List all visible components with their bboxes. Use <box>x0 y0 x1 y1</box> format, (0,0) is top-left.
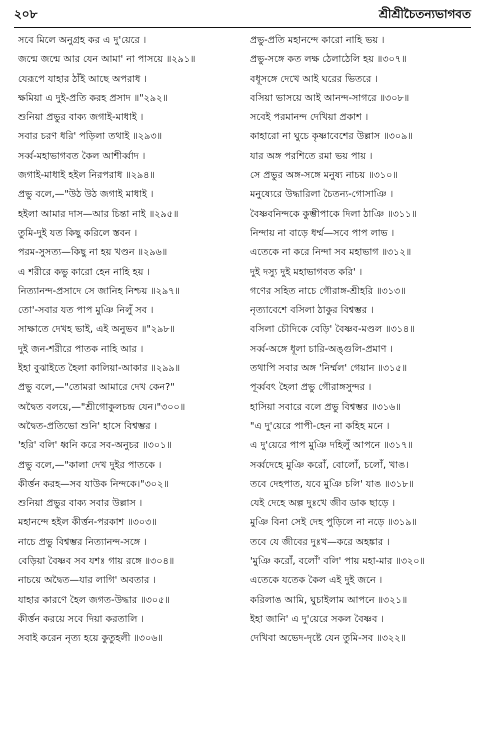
verse-line: প্রভু বলে,—"কালা দেখ দুইর পাতকে । <box>18 459 162 471</box>
verse-line: 'হরি' বলি' ধ্বনি করে সব-অনুচর ॥৩০১॥ <box>18 440 172 452</box>
verse-line: তুমি-দুই যত কিছু করিলে স্তবন । <box>18 227 138 239</box>
verse-line: মনুষ্যেরে উদ্ধারিলা চৈতন্য-গোসাঞি । <box>250 189 394 201</box>
verse-line: করিলাঙ আমি, ঘুচাইলাম আপনে ॥৩২১॥ <box>250 594 408 606</box>
verse-line: প্রভু বলে,—"তোমরা আমারে দেখ কেন?" <box>18 382 175 394</box>
page-header <box>14 4 471 26</box>
verse-line: সে প্রভুর অঙ্গ-সঙ্গে মনুষ্য নাচয় ॥৩১০॥ <box>250 170 398 182</box>
verse-line: সবে মিলে অনুগ্রহ কর এ দু'য়েরে । <box>18 35 147 46</box>
verse-line: নিন্দায় না বাড়ে ধর্ম্ম—সবে পাপ লাভ । <box>250 227 395 239</box>
verse-line: সর্ব্ব-অঙ্গে ধূলা চারি-অঙ্গুলি-প্রমাণ । <box>250 343 393 355</box>
verse-line: বেড়িয়া বৈষ্ণব সব যশঃ গায় রঙ্গে ॥৩০৪॥ <box>18 556 175 568</box>
verse-line: দুই জন-শরীরে পাতক নাহি আর । <box>18 343 144 355</box>
verse-line: তো'-সবার যত পাপ মুঞি নিলুঁ সব । <box>18 305 154 317</box>
verse-line: যেরূপে যাহার ঠাঁই আছে অপরাধ । <box>18 73 147 85</box>
verse-line: সাক্ষাতে দেখহ ভাই, এই অনুভব ॥"২৯৮॥ <box>18 324 175 336</box>
verse-line: প্রভু-সঙ্গে কত লক্ষ ঠেলাঠেলি হয় ॥৩০৭॥ <box>250 54 407 66</box>
verse-line: এতেকে যতেক কৈল এই দুই জনে । <box>250 575 383 587</box>
verse-line: তবে দেহপাত, যবে মুঞি চলি' যাঙ ॥৩১৮॥ <box>250 478 414 490</box>
verse-line: বসিয়া ভাসয়ে আই আনন্দ-সাগরে ॥৩০৮॥ <box>250 92 410 104</box>
right-column <box>250 31 472 649</box>
verse-line: গণের সহিত নাচে গৌরাঙ্গ-শ্রীহরি ॥৩১৩॥ <box>250 285 406 297</box>
verse-line: ইহা জানি' এ দু'য়েরে সকল বৈষ্ণব । <box>250 613 384 625</box>
verse-line: অদ্বৈত-প্রতিভো শুনি' হাসে বিশ্বম্ভর । <box>18 420 158 432</box>
verse-line: নাচে প্রভু বিশ্বম্ভর নিত্যানন্দ-সঙ্গে । <box>18 536 147 548</box>
verse-line: হইলা আমার দাস—আর চিন্তা নাই ॥২৯৫॥ <box>18 208 179 220</box>
verse-line: জন্মে জন্মে আর যেন আমা' না পাসয়ে ॥২৯১॥ <box>18 54 196 66</box>
verse-line: হাসিয়া সবারে বলে প্রভু বিশ্বম্ভর ॥৩১৬॥ <box>250 401 401 413</box>
verse-line: শুনিয়া প্রভুর বাক্য জগাই-মাধাই । <box>18 112 144 124</box>
verse-line: পরম-সুসত্য—কিছু না হয় খণ্ডন ॥২৯৬॥ <box>18 247 168 259</box>
verse-line: এতেকে না করে নিন্দা সব মহাভাগ ॥৩১২॥ <box>250 247 412 259</box>
verse-line: ইহা বুঝাইতে হৈলা কালিয়া-আকার ॥২৯৯॥ <box>18 363 181 375</box>
page-number: ২০৮ <box>14 7 38 21</box>
verse-line: এ দু'য়েরে পাপ মুঞি দহিলুঁ আপনে ॥৩১৭॥ <box>250 440 413 452</box>
verse-line: কাহারো না ঘুচে কৃষ্ণাবেশের উল্লাস ॥৩০৯॥ <box>250 131 413 143</box>
verse-line: দুই দস্যু দুই মহাভাগবত করি' । <box>250 266 363 278</box>
verse-line: পূর্ব্ববৎ হৈলা প্রভু গৌরাঙ্গসুন্দর । <box>250 382 372 394</box>
verse-line: সবাই করেন নৃত্য হয়ে কুতুহলী ॥৩০৬॥ <box>18 633 163 645</box>
verse-line: জগাই-মাধাই হইল নিরপরাধ ॥২৯৪॥ <box>18 170 155 182</box>
verse-line: যাহার কারণে হৈল জগত-উদ্ধার ॥৩০৫॥ <box>18 594 170 606</box>
verse-line: সবেই পরমানন্দ দেখিয়া প্রকাশ । <box>250 112 369 124</box>
verse-line: যেই দেহে অল্প দুঃখে জীব ডাক ছাড়ে । <box>250 498 396 510</box>
verse-line: বসিলা চৌদিকে বেড়ি' বৈষ্ণব-মণ্ডল ॥৩১৪॥ <box>250 324 415 336</box>
verse-line: প্রভু-প্রতি মহানন্দে কারো নাহি ভয় । <box>250 35 385 46</box>
verse-line: কীর্ত্তন করয়ে সবে দিয়া করতালি । <box>18 613 144 625</box>
verse-line: এ শরীরে কভু কারো হেন নাহি হয় । <box>18 266 150 278</box>
verse-line: "এ দু'য়েরে পাপী-হেন না কহিহ মনে । <box>250 420 390 432</box>
verse-line: যার অঙ্গ পরশিতে রমা ভয় পায় । <box>250 150 373 162</box>
verse-line: ক্ষমিয়া এ দুই-প্রতি করহ প্রসাদ ॥"২৯২॥ <box>18 92 168 104</box>
verse-line: তবে যে জীবের দুঃখ—করে অহঙ্কার । <box>250 536 390 548</box>
verse-line: প্রভু বলে,—"উঠ উঠ জগাই মাধাই । <box>18 189 154 201</box>
verse-line: মুঞি বিনা সেই দেহ পুড়িলে না নড়ে ॥৩১৯॥ <box>250 517 417 529</box>
verse-line: সর্ব্ব-মহাভাগবত কৈল আশীর্ব্বাদ । <box>18 150 146 162</box>
running-title: শ্রীশ্রীচৈতন্যভাগবত <box>378 7 471 21</box>
verse-line: মহানন্দে হইল কীর্ত্তন-পরকাশ ॥৩০৩॥ <box>18 517 157 529</box>
left-column <box>18 31 240 649</box>
verse-line: কীর্ত্তন করহ—সব যাউক নিন্দকে।"৩০২॥ <box>18 478 169 490</box>
verse-line: নৃত্যাবেশে বসিলা ঠাকুর বিশ্বম্ভর । <box>250 305 374 317</box>
header-rule <box>14 27 471 28</box>
verse-line: দেখিবা অভেদ-দৃষ্টে যেন তুমি-সব ॥৩২২॥ <box>250 633 406 645</box>
verse-line: সবার চরণ ধরি' পড়িলা তথাই ॥২৯৩॥ <box>18 131 163 143</box>
verse-line: তথাপি সবার অঙ্গ 'নির্ম্মল' গেয়ান ॥৩১৫॥ <box>250 363 408 375</box>
verse-line: বধূসঙ্গে দেখে আই ঘরের ভিতরে । <box>250 73 378 85</box>
verse-line: নাচয়ে অদ্বৈত—যার লাগি' অবতার । <box>18 575 156 587</box>
verse-line: নিত্যানন্দ-প্রসাদে সে জানিহ নিশ্চয় ॥২৯৭॥ <box>18 285 180 297</box>
verse-line: বৈষ্ণবনিন্দকে কুম্ভীপাকে দিলা ঠাঞি ॥৩১১॥ <box>250 208 417 220</box>
verse-line: অদ্বৈত বলয়ে,—"শ্রীগোকুলচন্দ্র যেন।"৩০০॥ <box>18 401 186 413</box>
verse-line: সর্ব্বদেহে মুঞি করোঁ, বোলোঁ, চলোঁ, খাঙ। <box>250 459 409 471</box>
verse-line: 'মুঞি করোঁ, বলোঁ' বলি' পায় মহা-মার ॥৩২০॥ <box>250 556 425 568</box>
verse-line: শুনিয়া প্রভুর বাক্য সবার উল্লাস । <box>18 498 143 510</box>
